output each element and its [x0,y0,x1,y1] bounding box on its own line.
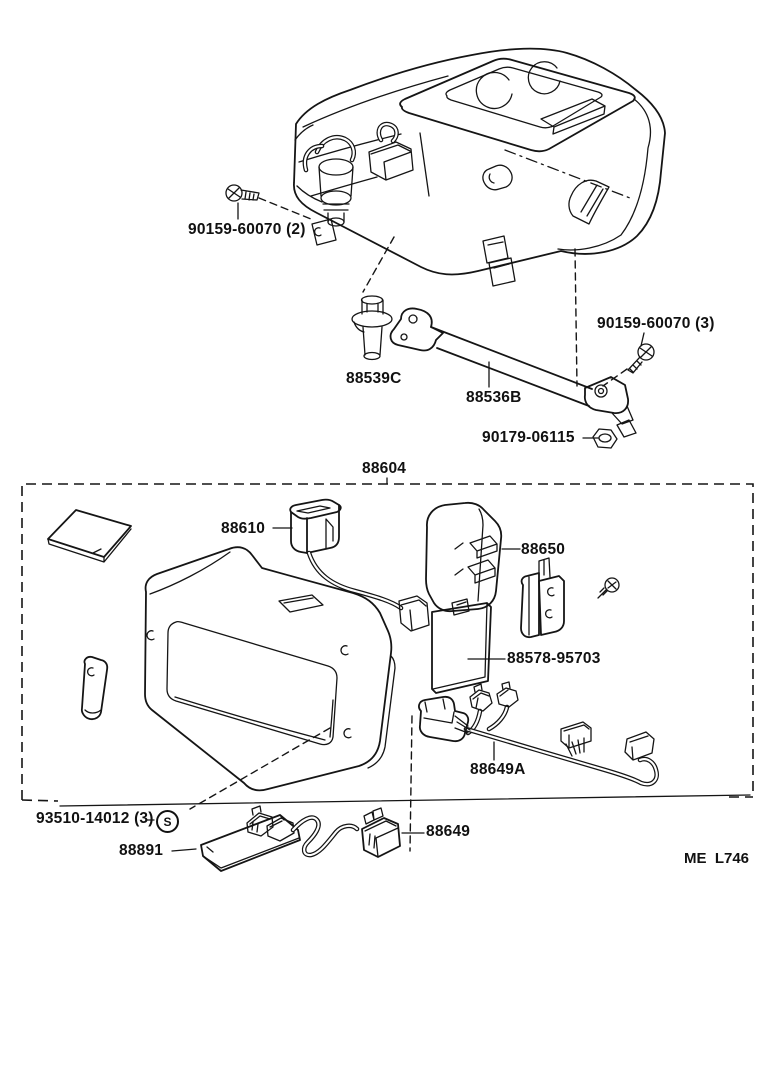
switch-88610-drawing [290,500,429,631]
harness-88649a-drawing [419,697,657,784]
console-box-drawing [294,49,665,286]
part-label-88578-95703: 88578-95703 [507,650,601,667]
part-label-88536b: 88536B [466,389,522,406]
relay-88650-drawing [426,503,501,615]
connector-stubs-drawing [468,682,518,733]
part-label-88650: 88650 [521,541,566,558]
strip-drawing [82,657,107,719]
screw-right-drawing [628,344,654,373]
part-label-90159-60070-3: 90159-60070 (3) [597,315,715,332]
simplified-fastener-symbol: S [156,810,179,833]
grommet-88539c-drawing [352,296,392,360]
part-label-88891: 88891 [119,842,164,859]
part-label-88610: 88610 [221,520,266,537]
page-code: ME L746 [684,850,750,867]
part-label-88649: 88649 [426,823,471,840]
pad-drawing [48,510,131,562]
part-label-88539c: 88539C [346,370,402,387]
part-label-90179-06115: 90179-06115 [482,429,575,446]
plate-88578-drawing [432,603,491,693]
leader-lines-bottom [147,528,520,851]
part-label-88604: 88604 [362,460,407,477]
wire-88649-drawing [293,808,400,857]
amplifier-88891-drawing [201,806,300,871]
part-label-90159-60070-2: 90159-60070 (2) [188,221,306,238]
part-label-93510-14012: 93510-14012 (3) [36,810,154,827]
leader-lines-top [238,198,644,484]
screw-small-drawing [598,578,619,598]
bracket-drawing [521,558,564,637]
back-panel-drawing [145,547,395,790]
part-label-88649a: 88649A [470,761,526,778]
screw-upper-drawing [226,185,259,201]
